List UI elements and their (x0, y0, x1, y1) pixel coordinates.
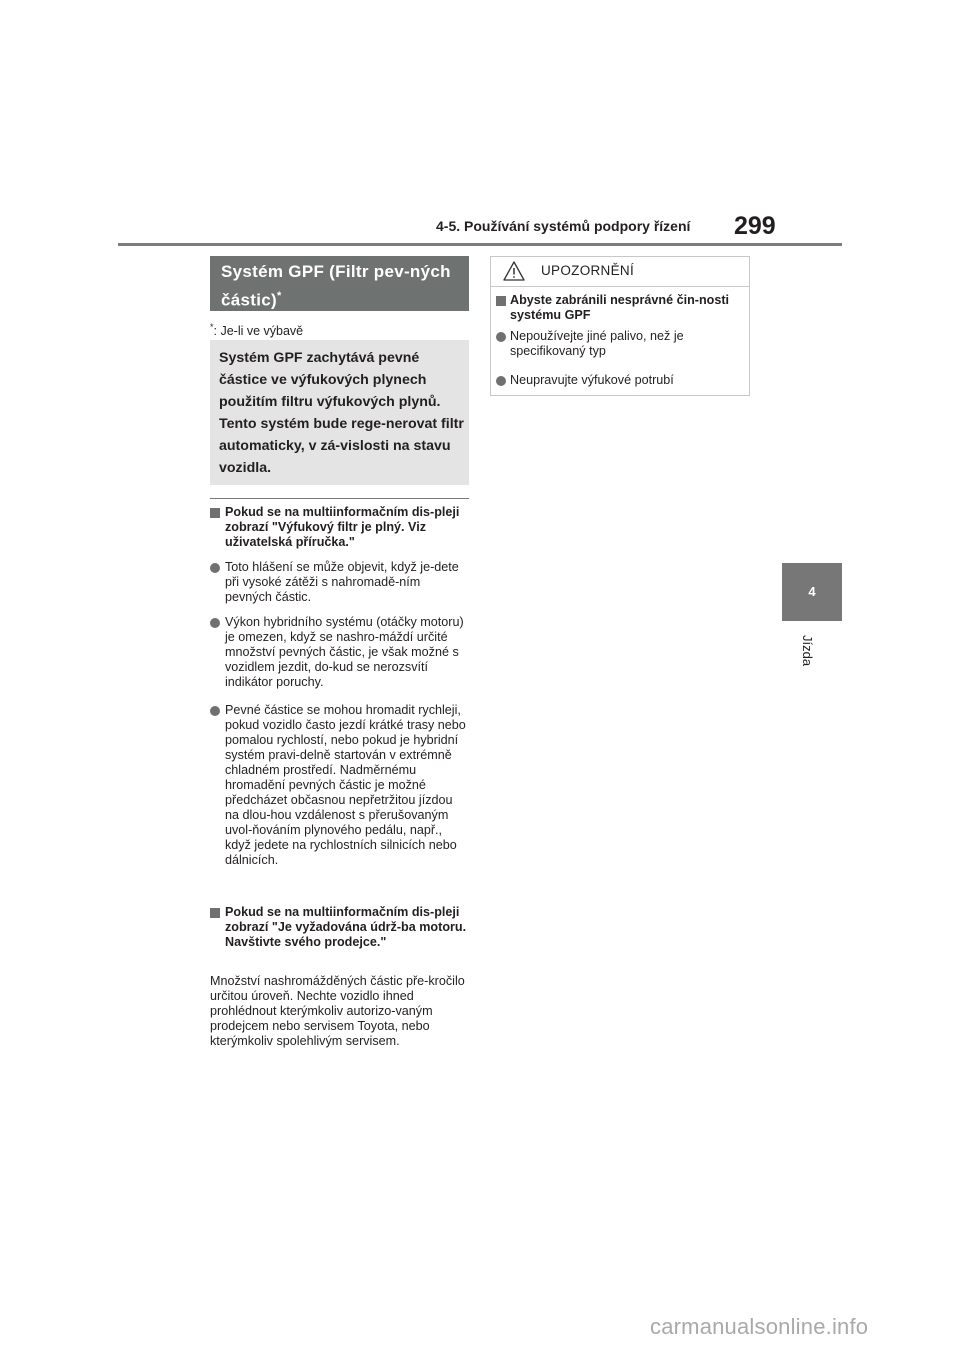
intro-text: Systém GPF zachytává pevné částice ve výfukových plynech použitím filtru výfukových plynů. Tento systém bude rege-nerovat filtr automaticky, v zá-vislosti na stavu vozidla. (219, 350, 464, 476)
square-bullet-icon (210, 908, 220, 918)
section-title-asterisk: * (276, 290, 282, 302)
list-item-text: Pevné částice se mohou hromadit rychleji, pokud vozidlo často jezdí krátké trasy nebo pomalou rychlostí, nebo pokud je hybridní systém pravi-delně startován v extrémně chladném prostředí. Nadměrnému hromadění pevných částic je možné předcházet občasnou nepřetržitou jízdou na dlou-hou vzdálenost s přerušovaným uvol-ňováním plynového pedálu, např., když jedete na rychlostních silnicích nebo dálnicích. (225, 703, 466, 867)
warning-title: UPOZORNĚNÍ (541, 263, 635, 278)
section-heading-box (210, 256, 469, 311)
circle-bullet-icon (210, 563, 220, 573)
footnote (210, 322, 303, 338)
section-title (221, 260, 466, 313)
circle-bullet-icon (210, 706, 220, 716)
warning-item-text: Nepoužívejte jiné palivo, než je specifikovaný typ (510, 329, 684, 358)
footnote-text: : Je-li ve výbavě (213, 324, 304, 339)
page-number: 299 (734, 212, 776, 240)
list-item-text: Pokud se na multiinformačním dis-pleji zobrazí "Výfukový filtr je plný. Viz uživatelská příručka." (225, 505, 460, 549)
warning-header-divider (490, 286, 750, 287)
intro-box (210, 340, 469, 485)
chapter-label: Jízda (800, 635, 815, 667)
chapter-tab[interactable] (782, 563, 842, 621)
warning-item-text: Abyste zabránili nesprávné čin-nosti systému GPF (510, 293, 730, 322)
footnote-mark: * (210, 322, 214, 332)
content-divider (210, 498, 469, 499)
header-section-title: 4-5. Používání systémů podpory řízení (436, 218, 691, 234)
chapter-number: 4 (808, 584, 816, 599)
section-title-text: Systém GPF (Filtr pev-ných částic) (221, 262, 451, 310)
circle-bullet-icon (496, 376, 506, 386)
square-bullet-icon (210, 508, 220, 518)
paragraph-text: Množství nashromážděných částic pře-kročilo určitou úroveň. Nechte vozidlo ihned prohlédnout kterýmkoliv autorizo-vaným prodejcem nebo servisem Toyota, nebo kterýmkoliv spolehlivým servisem. (210, 974, 465, 1048)
list-item-text: Výkon hybridního systému (otáčky motoru) je omezen, když se nashro-máždí určité množství pevných částic, je však možné s vozidlem jezdit, do-kud se nerozsvítí indikátor poruchy. (225, 615, 464, 689)
circle-bullet-icon (496, 332, 506, 342)
watermark[interactable]: carmanualsonline.info (650, 1314, 869, 1339)
warning-triangle-icon (503, 261, 525, 281)
list-item-text: Pokud se na multiinformačním dis-pleji zobrazí "Je vyžadována údrž-ba motoru. Navštivte svého prodejce." (225, 905, 467, 949)
square-bullet-icon (496, 296, 506, 306)
warning-item-text: Neupravujte výfukové potrubí (510, 373, 674, 387)
list-item-text: Toto hlášení se může objevit, když je-dete při vysoké zátěži s nahromadě-ním pevných částic. (225, 560, 459, 604)
circle-bullet-icon (210, 618, 220, 628)
header-rule (118, 243, 842, 246)
